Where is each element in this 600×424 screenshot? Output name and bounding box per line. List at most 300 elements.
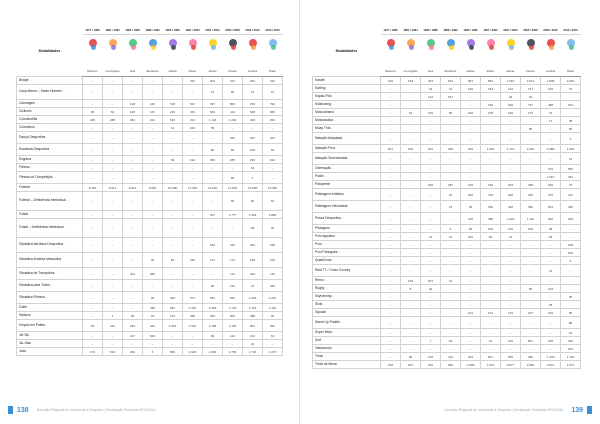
- cell-value-extra: –: [36, 101, 38, 105]
- table-cell: 623: [441, 77, 461, 85]
- table-cell: 103: [541, 285, 561, 293]
- table-cell: 9.012: [123, 184, 143, 192]
- table-cell: –: [83, 124, 103, 132]
- table-cell: 208: [561, 241, 581, 249]
- table-cell: 1.884: [263, 211, 283, 219]
- table-cell: 518: [163, 100, 183, 108]
- cell-value-extra: –: [332, 102, 334, 106]
- table-cell: –: [143, 219, 163, 238]
- table-cell: –: [401, 337, 421, 345]
- table-cell: –: [501, 265, 521, 277]
- modalidade-name: [313, 133, 381, 145]
- table-cell: –: [381, 277, 401, 285]
- table-cell: 614: [183, 116, 203, 124]
- cell-value-extra: –: [333, 294, 335, 298]
- table-cell: –: [421, 213, 441, 225]
- table-cell: 229: [541, 309, 561, 317]
- table-cell: –: [163, 332, 183, 340]
- table-cell: –: [223, 219, 243, 238]
- table-cell: 90: [83, 108, 103, 116]
- table-cell: –: [441, 133, 461, 145]
- table-cell: 1: [243, 172, 263, 184]
- table-cell: –: [103, 132, 123, 144]
- table-cell: –: [441, 153, 461, 165]
- table-cell: 170: [83, 348, 103, 356]
- modalidade-name: [313, 309, 381, 317]
- table-cell: 63: [263, 192, 283, 211]
- table-row: [313, 181, 581, 189]
- table-cell: 328: [441, 145, 461, 153]
- cell-value-extra: –: [31, 165, 33, 169]
- table-cell: 194: [223, 280, 243, 292]
- table-row: [313, 125, 581, 133]
- table-cell: –: [481, 241, 501, 249]
- table-cell: –: [183, 268, 203, 280]
- table-cell: –: [123, 253, 143, 268]
- table-cell: 569: [163, 348, 183, 356]
- table-cell: –: [461, 329, 481, 337]
- table-cell: –: [441, 241, 461, 249]
- modalidade-name: [313, 345, 381, 353]
- table-row: [313, 109, 581, 117]
- table-cell: –: [521, 329, 541, 337]
- table-cell: –: [561, 277, 581, 285]
- table-cell: 34: [263, 219, 283, 238]
- table-row: [313, 285, 581, 293]
- table-cell: 190: [461, 85, 481, 93]
- city-header: Sidney: [481, 67, 501, 77]
- modalidade-name: Judo: [17, 348, 83, 356]
- table-cell: 106: [541, 85, 561, 93]
- olympic-logo-icon: [461, 35, 481, 68]
- table-cell: –: [421, 249, 441, 257]
- table-cell: 647: [381, 145, 401, 153]
- cell-value-extra: –: [333, 258, 335, 262]
- table-cell: –: [263, 172, 283, 184]
- table-cell: –: [123, 192, 143, 211]
- row-name-text: Golfe: [19, 304, 27, 309]
- table-cell: –: [123, 85, 143, 100]
- table-cell: 1.001: [481, 145, 501, 153]
- modalidade-name: Columbofilia: [17, 116, 83, 124]
- olympic-logo-icon: [501, 35, 521, 68]
- table-cell: –: [501, 117, 521, 125]
- table-cell: 281: [143, 320, 163, 332]
- modalidade-name: [313, 329, 381, 337]
- column-header-modalidades: Modalidades: [38, 49, 61, 53]
- olympic-logo-icon: [263, 35, 283, 68]
- table-cell: 392: [561, 337, 581, 345]
- table-cell: 630: [501, 101, 521, 109]
- table-cell: –: [461, 301, 481, 309]
- table-row: [17, 108, 283, 116]
- table-cell: –: [381, 173, 401, 181]
- modalidade-name: Surf: [313, 337, 381, 345]
- table-cell: 353: [203, 156, 223, 164]
- table-cell: –: [203, 340, 223, 348]
- cell-value-extra: –: [333, 330, 335, 334]
- table-cell: 1.323: [183, 304, 203, 312]
- table-cell: 34: [561, 329, 581, 337]
- table-cell: –: [421, 189, 441, 201]
- modalidade-name: Karting: [313, 85, 381, 93]
- table-cell: –: [103, 340, 123, 348]
- table-cell: –: [401, 225, 421, 233]
- table-cell: 102: [243, 332, 263, 340]
- row-name-text: Muay Thai: [315, 125, 331, 130]
- table-cell: –: [381, 309, 401, 317]
- years-row: [17, 26, 283, 35]
- table-cell: 526: [163, 116, 183, 124]
- table-cell: –: [203, 219, 223, 238]
- table-cell: 93: [541, 233, 561, 241]
- table-cell: –: [381, 181, 401, 189]
- table-cell: 59: [561, 125, 581, 133]
- table-cell: –: [401, 317, 421, 329]
- table-cell: –: [501, 301, 521, 309]
- table-cell: –: [143, 238, 163, 253]
- table-cell: 281: [123, 116, 143, 124]
- table-cell: 130: [501, 225, 521, 233]
- table-cell: –: [481, 285, 501, 293]
- table-cell: –: [183, 219, 203, 238]
- table-cell: –: [183, 132, 203, 144]
- table-cell: –: [481, 317, 501, 329]
- table-cell: 34: [421, 85, 441, 93]
- table-cell: –: [103, 280, 123, 292]
- table-cell: 2.099: [203, 348, 223, 356]
- table-cell: 342: [203, 312, 223, 320]
- cell-value-extra: –: [67, 199, 69, 203]
- table-cell: 384: [143, 268, 163, 280]
- table-cell: 620: [561, 213, 581, 225]
- table-cell: 64: [263, 332, 283, 340]
- table-cell: 60: [481, 233, 501, 241]
- table-row: [313, 101, 581, 109]
- olympic-logo-icon: [243, 35, 263, 68]
- table-cell: 19: [243, 85, 263, 100]
- table-cell: –: [401, 309, 421, 317]
- table-cell: –: [381, 93, 401, 101]
- table-cell: –: [381, 329, 401, 337]
- table-cell: –: [123, 280, 143, 292]
- table-cell: 647: [441, 93, 461, 101]
- stats-table-right: [312, 26, 581, 369]
- table-cell: 28: [243, 219, 263, 238]
- table-cell: –: [481, 257, 501, 265]
- table-cell: –: [103, 238, 123, 253]
- modalidade-name: Ginástica Artística Masculina: [17, 253, 83, 268]
- table-row: [313, 329, 581, 337]
- table-cell: 100: [243, 144, 263, 156]
- table-cell: –: [441, 117, 461, 125]
- table-cell: –: [183, 280, 203, 292]
- table-cell: 203: [501, 181, 521, 189]
- table-cell: 504: [203, 77, 223, 85]
- table-row: [17, 85, 283, 100]
- cell-value-extra: –: [65, 226, 67, 230]
- table-cell: 35: [123, 312, 143, 320]
- table-cell: 827: [481, 353, 501, 361]
- table-cell: –: [401, 93, 421, 101]
- table-row: [313, 189, 581, 201]
- table-cell: –: [441, 125, 461, 133]
- table-cell: 275: [541, 189, 561, 201]
- table-cell: 262: [243, 77, 263, 85]
- table-cell: 136: [521, 225, 541, 233]
- table-cell: –: [143, 192, 163, 211]
- table-cell: –: [123, 124, 143, 132]
- table-cell: 128: [421, 353, 441, 361]
- table-row: [313, 85, 581, 93]
- table-cell: –: [183, 332, 203, 340]
- modalidade-name: Natação Pura: [313, 145, 381, 153]
- table-cell: –: [83, 85, 103, 100]
- cell-value-extra: –: [343, 136, 345, 140]
- table-cell: –: [561, 285, 581, 293]
- table-cell: 70: [561, 85, 581, 93]
- table-cell: –: [381, 345, 401, 353]
- table-cell: –: [183, 144, 203, 156]
- table-cell: 126: [263, 268, 283, 280]
- column-header-modalidades: Modalidades: [335, 49, 358, 53]
- table-cell: –: [103, 124, 123, 132]
- table-row: [313, 277, 581, 285]
- table-cell: –: [123, 238, 143, 253]
- modalidade-name: [313, 285, 381, 293]
- table-cell: 63: [83, 320, 103, 332]
- table-cell: –: [83, 77, 103, 85]
- modalidade-name: Hóquei em Patins: [17, 320, 83, 332]
- table-cell: –: [381, 301, 401, 309]
- modalidade-name: [313, 165, 381, 173]
- table-cell: 100: [183, 124, 203, 132]
- cell-value-extra: –: [342, 216, 344, 220]
- table-cell: 11: [163, 124, 183, 132]
- table-cell: –: [441, 101, 461, 109]
- table-cell: 184: [481, 85, 501, 93]
- table-cell: 55: [203, 124, 223, 132]
- modalidade-name: Pólo Aquático: [313, 233, 381, 241]
- row-name-text: Futsal – Deficiência Intelectual: [19, 225, 64, 230]
- table-cell: 30: [143, 292, 163, 304]
- table-cell: –: [263, 340, 283, 348]
- table-cell: 245: [83, 116, 103, 124]
- table-cell: –: [541, 277, 561, 285]
- table-cell: –: [143, 132, 163, 144]
- table-cell: 321: [143, 116, 163, 124]
- table-cell: –: [401, 165, 421, 173]
- table-cell: –: [401, 173, 421, 181]
- table-cell: 565: [561, 165, 581, 173]
- table-cell: 207: [203, 211, 223, 219]
- row-name-text: Slots: [315, 301, 323, 306]
- olympic-logo-icon: [83, 35, 103, 68]
- cell-value-extra: –: [50, 147, 53, 151]
- table-row: [313, 301, 581, 309]
- cell-value-extra: –: [323, 242, 325, 246]
- table-cell: –: [83, 304, 103, 312]
- table-row: [17, 164, 283, 172]
- table-cell: 1.703: [223, 304, 243, 312]
- table-row: [313, 145, 581, 153]
- table-cell: 163: [401, 77, 421, 85]
- table-row: [313, 213, 581, 225]
- modalidade-name: [313, 317, 381, 329]
- table-cell: –: [401, 301, 421, 309]
- table-cell: 122: [501, 85, 521, 93]
- table-cell: 392: [263, 320, 283, 332]
- table-cell: –: [521, 301, 541, 309]
- table-cell: 851: [243, 320, 263, 332]
- table-cell: –: [401, 85, 421, 93]
- table-cell: 487: [441, 181, 461, 189]
- table-cell: –: [461, 265, 481, 277]
- table-cell: –: [143, 124, 163, 132]
- city-header: Brasil: [263, 67, 283, 77]
- table-cell: 7: [421, 337, 441, 345]
- table-cell: 248: [143, 304, 163, 312]
- modalidade-name: [313, 293, 381, 301]
- table-cell: –: [83, 340, 103, 348]
- modalidade-name: [17, 144, 83, 156]
- table-cell: –: [83, 312, 103, 320]
- table-row: [17, 116, 283, 124]
- table-cell: –: [481, 93, 501, 101]
- table-cell: 84: [223, 144, 243, 156]
- table-cell: 1.183: [223, 320, 243, 332]
- table-cell: 519: [103, 348, 123, 356]
- table-cell: 976: [243, 100, 263, 108]
- table-cell: 8: [401, 285, 421, 293]
- table-cell: 79: [541, 109, 561, 117]
- table-cell: –: [481, 345, 501, 353]
- table-cell: 21: [441, 277, 461, 285]
- table-cell: –: [401, 249, 421, 257]
- table-cell: –: [143, 77, 163, 85]
- table-cell: –: [401, 189, 421, 201]
- table-row: [17, 144, 283, 156]
- table-cell: 254: [263, 116, 283, 124]
- table-cell: 807: [521, 337, 541, 345]
- table-row: [313, 233, 581, 241]
- table-cell: –: [83, 238, 103, 253]
- table-cell: –: [203, 172, 223, 184]
- table-cell: 273: [521, 109, 541, 117]
- table-row: [17, 280, 283, 292]
- table-cell: 219: [163, 108, 183, 116]
- year-header: 1997 / 2000: [183, 26, 203, 35]
- table-row: [313, 165, 581, 173]
- modalidade-name: Kayak-Pólo: [313, 93, 381, 101]
- table-cell: 190: [501, 109, 521, 117]
- table-cell: 6: [561, 257, 581, 265]
- year-header: 2005 / 2008: [521, 26, 541, 35]
- modalidade-name: [17, 156, 83, 164]
- table-cell: 51: [481, 337, 501, 345]
- table-cell: –: [501, 241, 521, 249]
- table-cell: 22: [521, 93, 541, 101]
- table-cell: –: [421, 241, 441, 249]
- table-cell: –: [401, 257, 421, 265]
- table-cell: 69: [223, 192, 243, 211]
- table-cell: –: [481, 153, 501, 165]
- table-cell: 421: [561, 189, 581, 201]
- table-row: [17, 132, 283, 144]
- table-cell: –: [501, 293, 521, 301]
- table-cell: –: [461, 173, 481, 181]
- table-cell: 40: [421, 285, 441, 293]
- table-row: [17, 77, 283, 85]
- table-cell: –: [421, 257, 441, 265]
- year-header: 1985 / 1988: [123, 26, 143, 35]
- table-row: [313, 225, 581, 233]
- olympic-logo-icon: [183, 35, 203, 68]
- table-cell: –: [163, 238, 183, 253]
- table-cell: 170: [501, 309, 521, 317]
- table-cell: 2: [561, 133, 581, 145]
- table-cell: –: [481, 165, 501, 173]
- table-cell: –: [163, 77, 183, 85]
- table-cell: –: [501, 277, 521, 285]
- table-cell: 207: [521, 309, 541, 317]
- table-row: [313, 173, 581, 181]
- table-cell: –: [401, 153, 421, 165]
- table-cell: 1.203: [223, 116, 243, 124]
- row-name-text: Ginástica Aeróbica Desportiva: [19, 242, 64, 247]
- table-cell: –: [421, 133, 441, 145]
- table-cell: –: [461, 241, 481, 249]
- table-cell: –: [501, 249, 521, 257]
- table-cell: –: [123, 132, 143, 144]
- table-cell: –: [143, 85, 163, 100]
- olympic-logo-icon: [401, 35, 421, 68]
- table-cell: –: [401, 213, 421, 225]
- table-cell: –: [541, 257, 561, 265]
- table-cell: 78: [541, 301, 561, 309]
- footer-accent-bar: [8, 406, 13, 414]
- table-cell: –: [481, 249, 501, 257]
- year-header: 2001 / 2004: [501, 26, 521, 35]
- cell-value-extra: –: [29, 212, 31, 216]
- table-cell: –: [183, 238, 203, 253]
- table-cell: –: [83, 144, 103, 156]
- modalidade-name: Ciclismo: [17, 108, 83, 116]
- modalidade-name: Motociclismo: [313, 109, 381, 117]
- table-cell: –: [401, 101, 421, 109]
- table-cell: –: [521, 265, 541, 277]
- table-cell: –: [521, 293, 541, 301]
- table-cell: 505: [223, 312, 243, 320]
- cell-value-extra: –: [334, 118, 336, 122]
- table-cell: –: [441, 301, 461, 309]
- table-cell: –: [501, 165, 521, 173]
- table-cell: –: [401, 233, 421, 241]
- city-header: Barcelona: [441, 67, 461, 77]
- cell-value-extra: –: [46, 295, 48, 299]
- modalidade-name: [17, 332, 83, 340]
- table-cell: 14.802: [223, 184, 243, 192]
- table-cell: –: [461, 277, 481, 285]
- table-cell: 6: [441, 225, 461, 233]
- table-cell: 29: [501, 93, 521, 101]
- table-cell: –: [441, 165, 461, 173]
- modalidade-name: Hipismo: [17, 312, 83, 320]
- modalidade-name: [313, 249, 381, 257]
- table-cell: –: [123, 340, 143, 348]
- table-cell: –: [83, 280, 103, 292]
- table-cell: –: [561, 233, 581, 241]
